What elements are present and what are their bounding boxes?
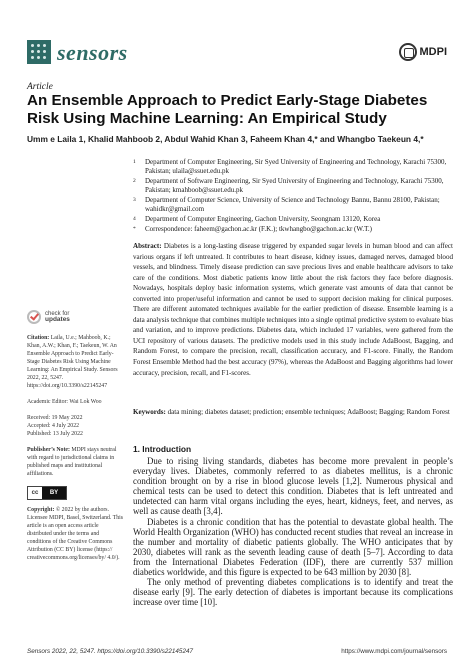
date-published: Published: 13 July 2022 bbox=[27, 431, 83, 437]
correspondence: * Correspondence: faheem@gachon.ac.kr (F.K.); tkwhangbo@gachon.ac.kr (W.T.) bbox=[133, 225, 372, 233]
section-heading: 1. Introduction bbox=[133, 444, 192, 454]
sensors-logo-icon bbox=[27, 40, 51, 64]
date-accepted: Accepted: 4 July 2022 bbox=[27, 423, 79, 429]
article-sidebar bbox=[27, 310, 123, 562]
paper-title: An Ensemble Approach to Predict Early-Stage Diabetes Risk Using Machine Learning: An Empirical Study bbox=[27, 92, 428, 127]
page-footer bbox=[27, 648, 447, 655]
affiliation-item: 2 Department of Software Engineering, Sir Syed University of Engineering and Technology, Karachi 75300, Pakistan; kmahboob@ssuet.edu.pk bbox=[133, 177, 444, 194]
footer-citation: Sensors 2022, 22, 5247. https://doi.org/10.3390/s22145247 bbox=[27, 648, 193, 655]
mdpi-logo-icon bbox=[399, 43, 417, 61]
publisher-logo bbox=[399, 42, 448, 62]
affiliation-item: 1 Department of Computer Engineering, Sir Syed University of Engineering and Technology, Karachi 75300, Pakistan; ulaila@ssuet.edu.pk bbox=[133, 158, 447, 175]
paragraph: Due to rising living standards, diabetes has become more prevalent in people’s everyday lives. Diabetes, commonly referred to as diabetes mellitus, is a chronic condition brought on by a rise in blood glucose levels [1,2]. Numerous physical and chemical tests can be used to detect this condition. Diabetes that is left untreated and undetected can harm vital organs including the eyes, heart, kidneys, feet, and nerves, as well as cause death [3,4]. bbox=[133, 456, 453, 517]
abstract-text: Diabetes is a long-lasting disease triggered by expanded sugar levels in human blood and can affect various organs if left untreated. It contributes to heart disease, kidney issues, damaged nerves, damaged blood vessels, and blindness. Timely disease prediction can save precious lives and enable healthcare advisors to take care of the conditions. Most diabetic patients know little about the risk factors they face before diagnosis. Nowadays, hospitals deploy basic information systems, which generate vast amounts of data that cannot be converted into proper/useful information and cannot be used to support decision making for clinical purposes. There are different automated techniques available for the earlier prediction of disease. Ensemble learning is a data analysis technique that combines multiple techniques into a single optimal predictive system to evaluate bias and variation, and to improve predictions. Diabetes data, which included 17 variables, were gathered from the UCI repository of various datasets. The predictive models used in this study include AdaBoost, Bagging, and Random Forest, to compare the precision, recall, classification accuracy, and F1-score. Finally, the Random Forest Ensemble Method had the best accuracy (97%), whereas the AdaBoost and Bagging algorithms had lower accuracy, precision, recall, and F1-scores. bbox=[133, 242, 453, 377]
journal-header bbox=[27, 40, 447, 66]
citation: Citation: Laila, U.e.; Mahboob, K.; Khan, A.W.; Khan, F.; Taekeun, W. An Ensemble Approach to Predict Early-Stage Diabetes Risk Using Machine Learning: An Empirical Study. Sensors 2022, 22, 5247. https://doi.org/10.3390/s22145247 bbox=[27, 335, 118, 389]
affiliation-item: 3 Department of Computer Science, University of Science and Technology Bannu, Bannu 28100, Pakistan; wahidkr@gmail.com bbox=[133, 196, 440, 213]
paragraph: Diabetes is a chronic condition that has the potential to devastate global health. The World Health Organization (WHO) has conducted recent studies that reveal an increase in the number and mortality of diabetic patients globally. The WHO anticipates that by 2030, diabetes will rank as the seventh leading cause of death [5–7]. According to data from the International Diabetes Federation (IDF), there are currently 537 million diabetics worldwide, and this figure is expected to be 643 million by 2030 [8]. bbox=[133, 516, 453, 578]
journal-name: sensors bbox=[57, 40, 128, 65]
publisher-name: MDPI bbox=[419, 46, 447, 58]
affiliations bbox=[133, 158, 453, 235]
creative-commons-icon: cc bbox=[31, 490, 39, 496]
author-list: Umm e Laila 1, Khalid Mahboob 2, Abdul Wahid Khan 3, Faheem Khan 4,* and Whangbo Taekeun 4,* bbox=[27, 134, 424, 144]
academic-editor: Academic Editor: Wai Lok Woo bbox=[27, 399, 102, 405]
copyright: Copyright: © 2022 by the authors. Licensee MDPI, Basel, Switzerland. This article is an open access article distributed under the terms and conditions of the Creative Commons Attribution (CC BY) license (https:// creativecommons.org/licenses/by/ 4.0/). bbox=[27, 507, 124, 561]
check-for-updates-button[interactable]: check for updates bbox=[27, 310, 123, 324]
keywords-label: Keywords: bbox=[133, 408, 166, 416]
publisher-note: Publisher’s Note: MDPI stays neutral with regard to jurisdictional claims in published maps and institutional affiliations. bbox=[27, 447, 117, 477]
footer-journal-link[interactable]: https://www.mdpi.com/journal/sensors bbox=[341, 648, 447, 655]
introduction-body bbox=[133, 456, 453, 607]
affiliation-item: 4 Department of Computer Engineering, Gachon University, Seongnam 13120, Korea bbox=[133, 215, 381, 223]
attribution-icon: BY bbox=[42, 487, 66, 499]
keywords bbox=[133, 407, 453, 418]
check-updates-icon bbox=[27, 310, 41, 324]
article-type: Article bbox=[27, 82, 53, 92]
abstract-label: Abstract: bbox=[133, 242, 162, 250]
cc-by-license-badge[interactable] bbox=[27, 486, 67, 500]
paragraph: The only method of preventing diabetes complications is to identify and treat the disease early [9]. The early detection of diabetes is important because its complications increase over time [10]. bbox=[133, 577, 453, 608]
abstract bbox=[133, 241, 453, 378]
keywords-text: data mining; diabetes dataset; prediction; ensemble techniques; AdaBoost; Bagging; Random Forest bbox=[167, 408, 450, 416]
date-received: Received: 19 May 2022 bbox=[27, 415, 83, 421]
